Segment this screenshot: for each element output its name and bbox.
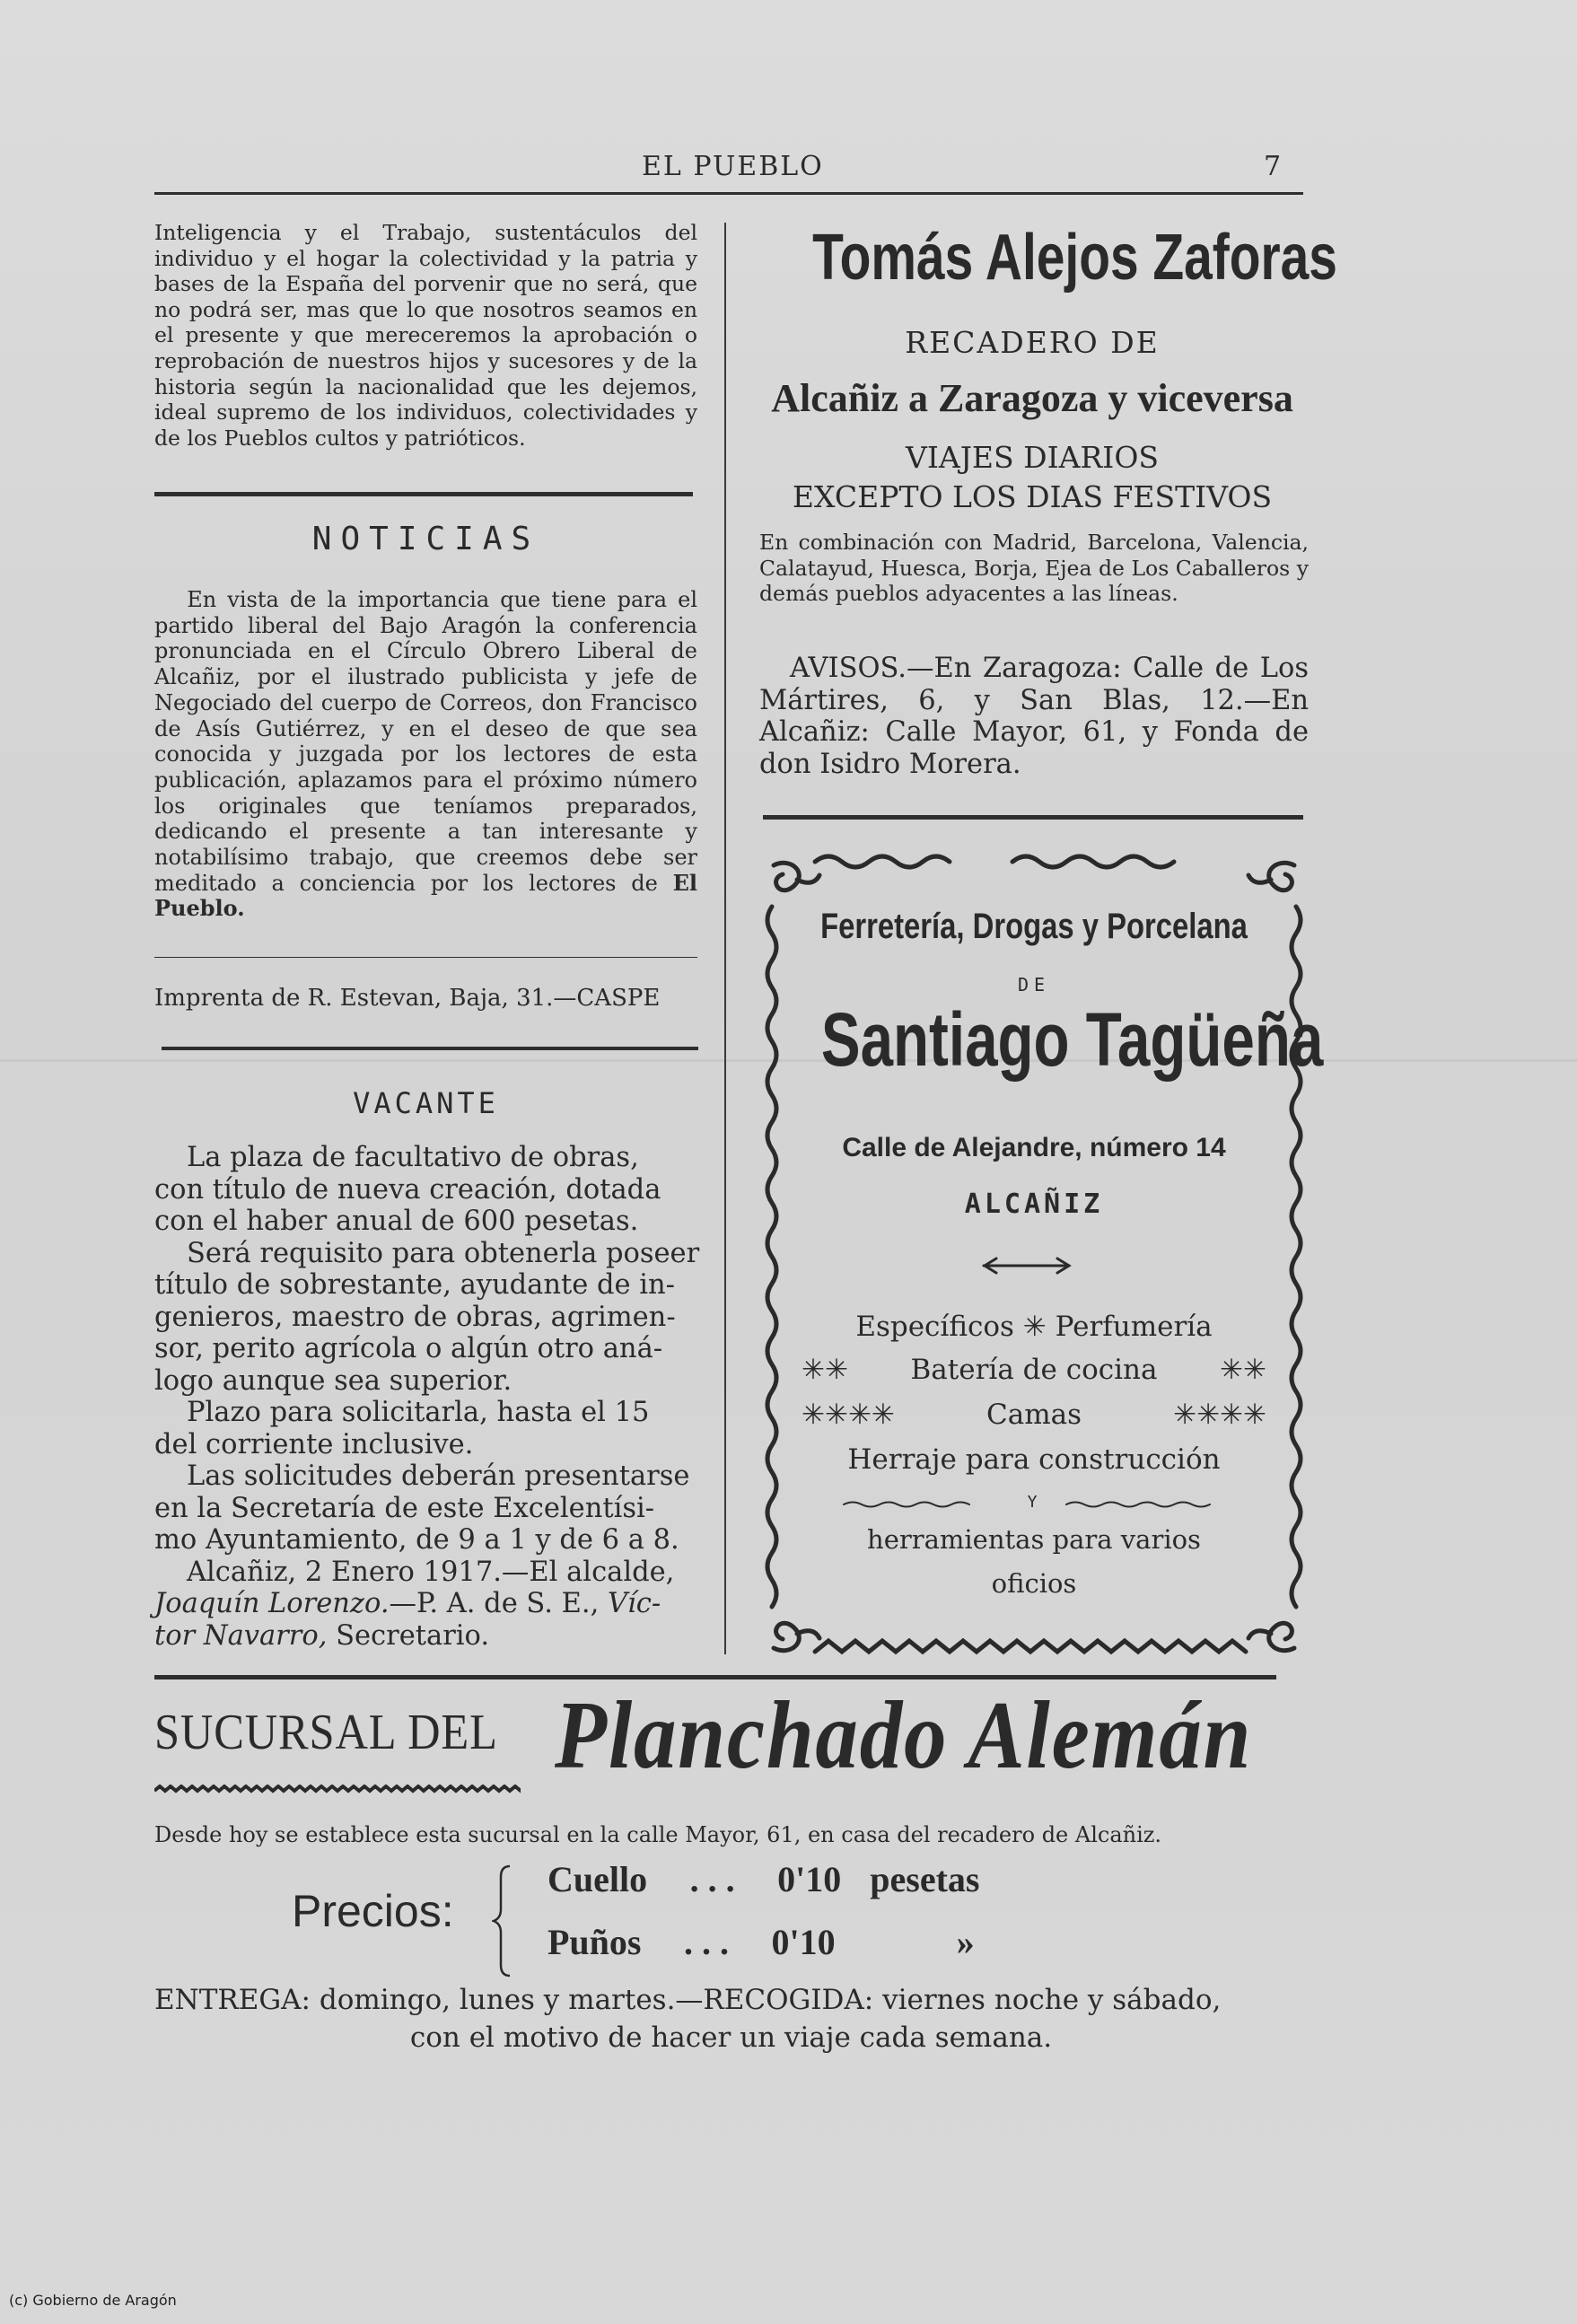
sucursal-underline (154, 1785, 521, 1797)
noticias-heading: NOTICIAS (311, 521, 540, 557)
signature-alcalde: Joaquín Lorenzo. (154, 1588, 390, 1619)
vacante-line: Las solicitudes deberán presentarse (187, 1460, 690, 1492)
ad-de: DE (1017, 974, 1051, 995)
recadero-label: RECADERO DE (905, 325, 1160, 360)
punos-label: Puños (548, 1922, 642, 1962)
section-rule (154, 957, 697, 958)
column-divider (724, 223, 726, 1654)
ad-owner-name: Santiago Tagüeña (820, 997, 1324, 1082)
asterisk-icon: ✳✳✳✳ (1173, 1399, 1266, 1431)
recadero-name: Tomás Alejos Zaforas (812, 222, 1337, 294)
ad-item-especificos: Específicos (855, 1311, 1014, 1343)
ad-item-bateria: Batería de cocina (910, 1354, 1158, 1386)
signature-secretario-a: Víc- (608, 1588, 661, 1619)
avisos-body: AVISOS.—En Zaragoza: Calle de Los Mártires, 6, y San Blas, 12.—En Alcañiz: Calle Mayor, 61, y Fonda de don Isidro Morera. (759, 653, 1309, 780)
section-rule (154, 1675, 1276, 1679)
vacante-heading: VACANTE (353, 1086, 499, 1120)
cuello-price: 0'10 (777, 1859, 842, 1899)
cuello-unit: pesetas (870, 1859, 980, 1899)
avisos-text (759, 653, 1309, 780)
sucursal-notice: Desde hoy se establece esta sucursal en la calle Mayor, 61, en casa del recadero de Alcañiz. (154, 1822, 1162, 1847)
vacante-line: del corriente inclusive. (154, 1428, 474, 1460)
asterisk-icon: ✳✳ (1220, 1354, 1266, 1386)
asterisk-icon: ✳✳✳✳ (802, 1399, 895, 1431)
vacante-line: Será requisito para obtenerla poseer (187, 1237, 700, 1269)
vacante-line: con el haber anual de 600 pesetas. (154, 1206, 639, 1237)
excepto-line: EXCEPTO LOS DIAS FESTIVOS (792, 479, 1273, 514)
vacante-line: La plaza de facultativo de obras, (187, 1142, 639, 1173)
vacante-line: en la Secretaría de este Excelentísi- (154, 1492, 655, 1524)
ad-y: Y (1027, 1493, 1041, 1512)
signature-pa: —P. A. de S. E., (389, 1588, 600, 1619)
noticias-bold-end: El Pueblo. (154, 869, 697, 922)
punos-price: 0'10 (771, 1922, 836, 1962)
entrega-line: ENTREGA: domingo, lunes y martes.—RECOGIDA: viernes noche y sábado, (154, 1984, 1222, 2016)
vacante-line: Plazo para solicitarla, hasta el 15 (187, 1397, 650, 1428)
ferreteria-ad (761, 853, 1324, 1661)
section-rule (162, 1047, 698, 1050)
copyright-notice: (c) Gobierno de Aragón (9, 2292, 177, 2309)
brace (492, 1863, 515, 1979)
newspaper-title: EL PUEBLO (642, 151, 824, 182)
vacante-line: mo Ayuntamiento, de 9 a 1 y de 6 a 8. (154, 1524, 679, 1556)
ad-ferreteria: Ferretería, Drogas y Porcelana (820, 907, 1248, 946)
ad-item-perfumeria: Perfumería (1055, 1311, 1213, 1343)
signature-role: Secretario. (336, 1619, 490, 1652)
cuello-label: Cuello (548, 1859, 648, 1899)
vacante-line: genieros, maestro de obras, agrimen- (154, 1301, 676, 1333)
vacante-line: sor, perito agrícola o algún otro aná- (154, 1333, 663, 1364)
signature-secretario-b: tor Navarro, (154, 1619, 328, 1652)
page-number: 7 (1264, 151, 1282, 182)
vacante-line: Alcañiz, 2 Enero 1917.—El alcalde, (187, 1556, 675, 1588)
route-title: Alcañiz a Zaragoza y viceversa (771, 376, 1293, 420)
dots: . . . (689, 1859, 735, 1899)
vacante-line: título de sobrestante, ayudante de in- (154, 1269, 675, 1301)
imprenta-line: Imprenta de R. Estevan, Baja, 31.—CASPE (154, 985, 661, 1012)
section-rule (763, 815, 1303, 820)
noticias-paragraph (154, 587, 697, 922)
intro-text: Inteligencia y el Trabajo, sustentáculos del individuo y el hogar la colectividad y la patria y bases de la España del porvenir que no será, que no podrá ser, mas que lo que nosotros seamos en el presente y que mereceremos la aprobación o reprobación de nuestros hijos y sucesores y de la historia según la nacionalidad que les dejemos, ideal supremo de los individuos, colectividades y de los Pueblos cultos y patrióticos. (154, 220, 697, 451)
dots: . . . (684, 1922, 729, 1962)
sucursal-title: SUCURSAL DEL (154, 1705, 498, 1760)
asterisk-icon: ✳✳ (802, 1354, 848, 1386)
ad-item-herramientas: herramientas para varios (867, 1524, 1201, 1555)
ad-address: Calle de Alejandre, número 14 (842, 1133, 1226, 1162)
header-rule (154, 192, 1303, 195)
vacante-line: con título de nueva creación, dotada (154, 1173, 661, 1206)
entrega-line-2: con el motivo de hacer un viaje cada semana. (409, 2021, 1053, 2054)
ad-item-herraje: Herraje para construcción (847, 1443, 1221, 1476)
ad-town: ALCAÑIZ (964, 1188, 1104, 1220)
planchado-title: Planchado Alemán (555, 1682, 1253, 1789)
noticias-text: En vista de la importancia que tiene para el partido liberal del Bajo Aragón la conferencia pronunciada en el Círculo Obrero Liberal de Alcañiz, por el ilustrado publicista y jefe de Negociado del cuerpo de Correos, don Francisco de Asís Gutiérrez, y en el deseo de que sea conocida y juzgada por los lectores de esta publicación, aplazamos para el próximo número los originales que teníamos preparados, dedicando el presente a tan interesante y notabilísimo trabajo, que creemos debe ser meditado a conciencia por los lectores de (154, 587, 697, 896)
combinacion-text: En combinación con Madrid, Barcelona, Valencia, Calatayud, Huesca, Borja, Ejea de Los Caballeros y demás pueblos adyacentes a las líneas. (759, 530, 1309, 606)
vacante-body (154, 1142, 702, 1652)
viajes-line: VIAJES DIARIOS (906, 440, 1159, 475)
vacante-line: logo aunque sea superior. (154, 1364, 513, 1397)
intro-paragraph (154, 220, 697, 451)
section-rule (154, 492, 693, 496)
ad-item-oficios: oficios (991, 1568, 1077, 1599)
ad-item-camas: Camas (986, 1399, 1082, 1431)
punos-unit: » (956, 1922, 975, 1962)
asterisk-icon: ✳ (1022, 1311, 1047, 1343)
precios-label: Precios: (292, 1886, 454, 1936)
